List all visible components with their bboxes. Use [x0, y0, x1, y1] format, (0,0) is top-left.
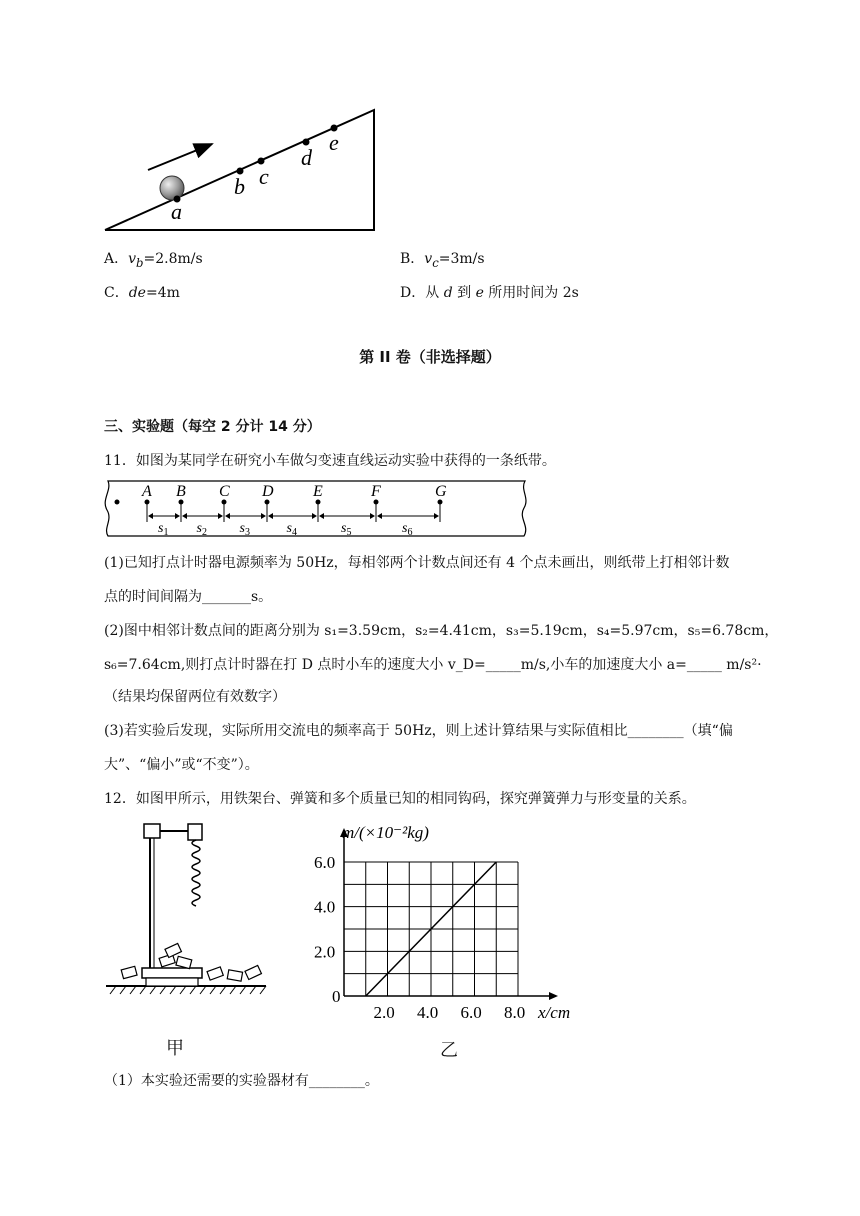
tape-seg-label-5: $s_5$: [341, 521, 352, 538]
tape-label-a: A: [142, 483, 152, 500]
tape-seg-label-1: $s_1$: [158, 521, 169, 538]
y-tick-label: 2.0: [314, 942, 336, 962]
tape-marks: [141, 483, 447, 538]
ground-hatch: [110, 986, 266, 994]
ball: [160, 176, 184, 200]
x-axis-arrow: [549, 992, 558, 1000]
point-a-label: a: [171, 199, 182, 224]
tape-label-f: F: [371, 483, 381, 500]
tape-arrow-right-6: [434, 513, 439, 519]
q11-part3-line1: (3)若实验后发现，实际所用交流电的频率高于 50Hz，则上述计算结果与实际值相比________（填“偏: [104, 723, 733, 739]
y-tick-label: 6.0: [314, 853, 336, 872]
iron-stand-figure: [104, 816, 274, 996]
q11-part2-line3: （结果均保留两位有效数字）: [104, 689, 286, 705]
tape-arrow-left-1: [148, 513, 153, 519]
tape-arrow-left-3: [225, 513, 230, 519]
point-d-label: d: [301, 145, 312, 170]
tape-arrow-right-2: [218, 513, 223, 519]
q11-part3-line2: 大”、“偏小”或“不变”）。: [104, 757, 259, 773]
x-tick-label: 4.0: [417, 1003, 439, 1022]
paper-tape-figure: [100, 478, 535, 540]
y-tick-label: 0: [332, 987, 341, 1006]
tape-label-e: E: [313, 483, 323, 500]
motion-arrow: [148, 144, 212, 170]
spring: [192, 840, 200, 906]
tape-seg-label-4: $s_4$: [286, 521, 297, 538]
q12-stem: 12．如图甲所示，用铁架台、弹簧和多个质量已知的相同钩码，探究弹簧弹力与形变量的关系。: [104, 791, 696, 807]
chart-ylabel: m/(×10⁻²kg): [342, 823, 429, 842]
stand-base-foot: [146, 978, 198, 986]
tape-arrow-right-5: [370, 513, 375, 519]
figure-jia-label: 甲: [166, 1038, 184, 1059]
incline-figure: [100, 100, 390, 235]
mass-extension-chart: [300, 816, 600, 1032]
tape-label-c: C: [219, 483, 230, 500]
tape-seg-label-3: $s_3$: [239, 521, 250, 538]
q11-part1-line2: 点的时间间隔为_______s。: [104, 589, 273, 605]
tape-arrow-left-6: [377, 513, 382, 519]
tape-arrow-right-3: [261, 513, 266, 519]
option-b[interactable]: B．$v_c=3m/s$: [400, 251, 485, 270]
q11-part1-line1: (1)已知打点计时器电源频率为 50Hz，每相邻两个计数点间还有 4 个点未画出，则纸带上打相邻计数: [104, 555, 730, 571]
tape-arrow-right-1: [175, 513, 180, 519]
y-tick-label: 4.0: [314, 897, 336, 917]
tape-label-g: G: [435, 483, 447, 500]
section-title: 第 II 卷（非选择题）: [359, 348, 501, 366]
figure-yi-label: 乙: [440, 1040, 458, 1061]
option-c[interactable]: C．de=4m: [104, 285, 180, 301]
clamp: [144, 824, 160, 838]
tape-arrow-left-5: [319, 513, 324, 519]
point-c-label: c: [259, 164, 269, 189]
x-tick-label: 6.0: [460, 1003, 482, 1022]
point-e-label: e: [329, 130, 339, 155]
part3-heading: 三、实验题（每空 2 分计 14 分）: [104, 419, 321, 435]
tape-arrow-left-4: [268, 513, 273, 519]
tape-seg-label-2: $s_2$: [196, 521, 207, 538]
chart-xlabel: x/cm: [538, 1003, 571, 1022]
x-tick-label: 2.0: [373, 1003, 395, 1022]
q11-part2-line2: s₆=7.64cm,则打点计时器在打 D 点时小车的速度大小 v_D=_____m/s,小车的加速度大小 a=_____ m/s²·: [104, 657, 762, 673]
point-b-label: b: [234, 174, 245, 199]
tape-seg-label-6: $s_6$: [402, 521, 413, 538]
tape-label-d: D: [262, 483, 274, 500]
q11-stem: 11．如图为某同学在研究小车做匀变速直线运动实验中获得的一条纸带。: [104, 453, 556, 469]
stand-base: [142, 968, 202, 978]
hook-clamp: [188, 824, 202, 840]
tape-arrow-left-2: [182, 513, 187, 519]
option-a[interactable]: A．$v_b=2.8m/s$: [104, 251, 203, 270]
chart-axes: [340, 828, 558, 1000]
tape-start-dot: [115, 500, 120, 505]
q12-sub1: （1）本实验还需要的实验器材有________。: [104, 1073, 379, 1089]
option-d[interactable]: D．从 d 到 e 所用时间为 2s: [400, 285, 579, 301]
q11-part2-line1: (2)图中相邻计数点间的距离分别为 s₁=3.59cm，s₂=4.41cm，s₃=5.19cm，s₄=5.97cm，s₅=6.78cm，: [104, 623, 779, 639]
tape-arrow-right-4: [312, 513, 317, 519]
x-tick-label: 8.0: [504, 1003, 526, 1022]
tape-label-b: B: [176, 483, 186, 500]
